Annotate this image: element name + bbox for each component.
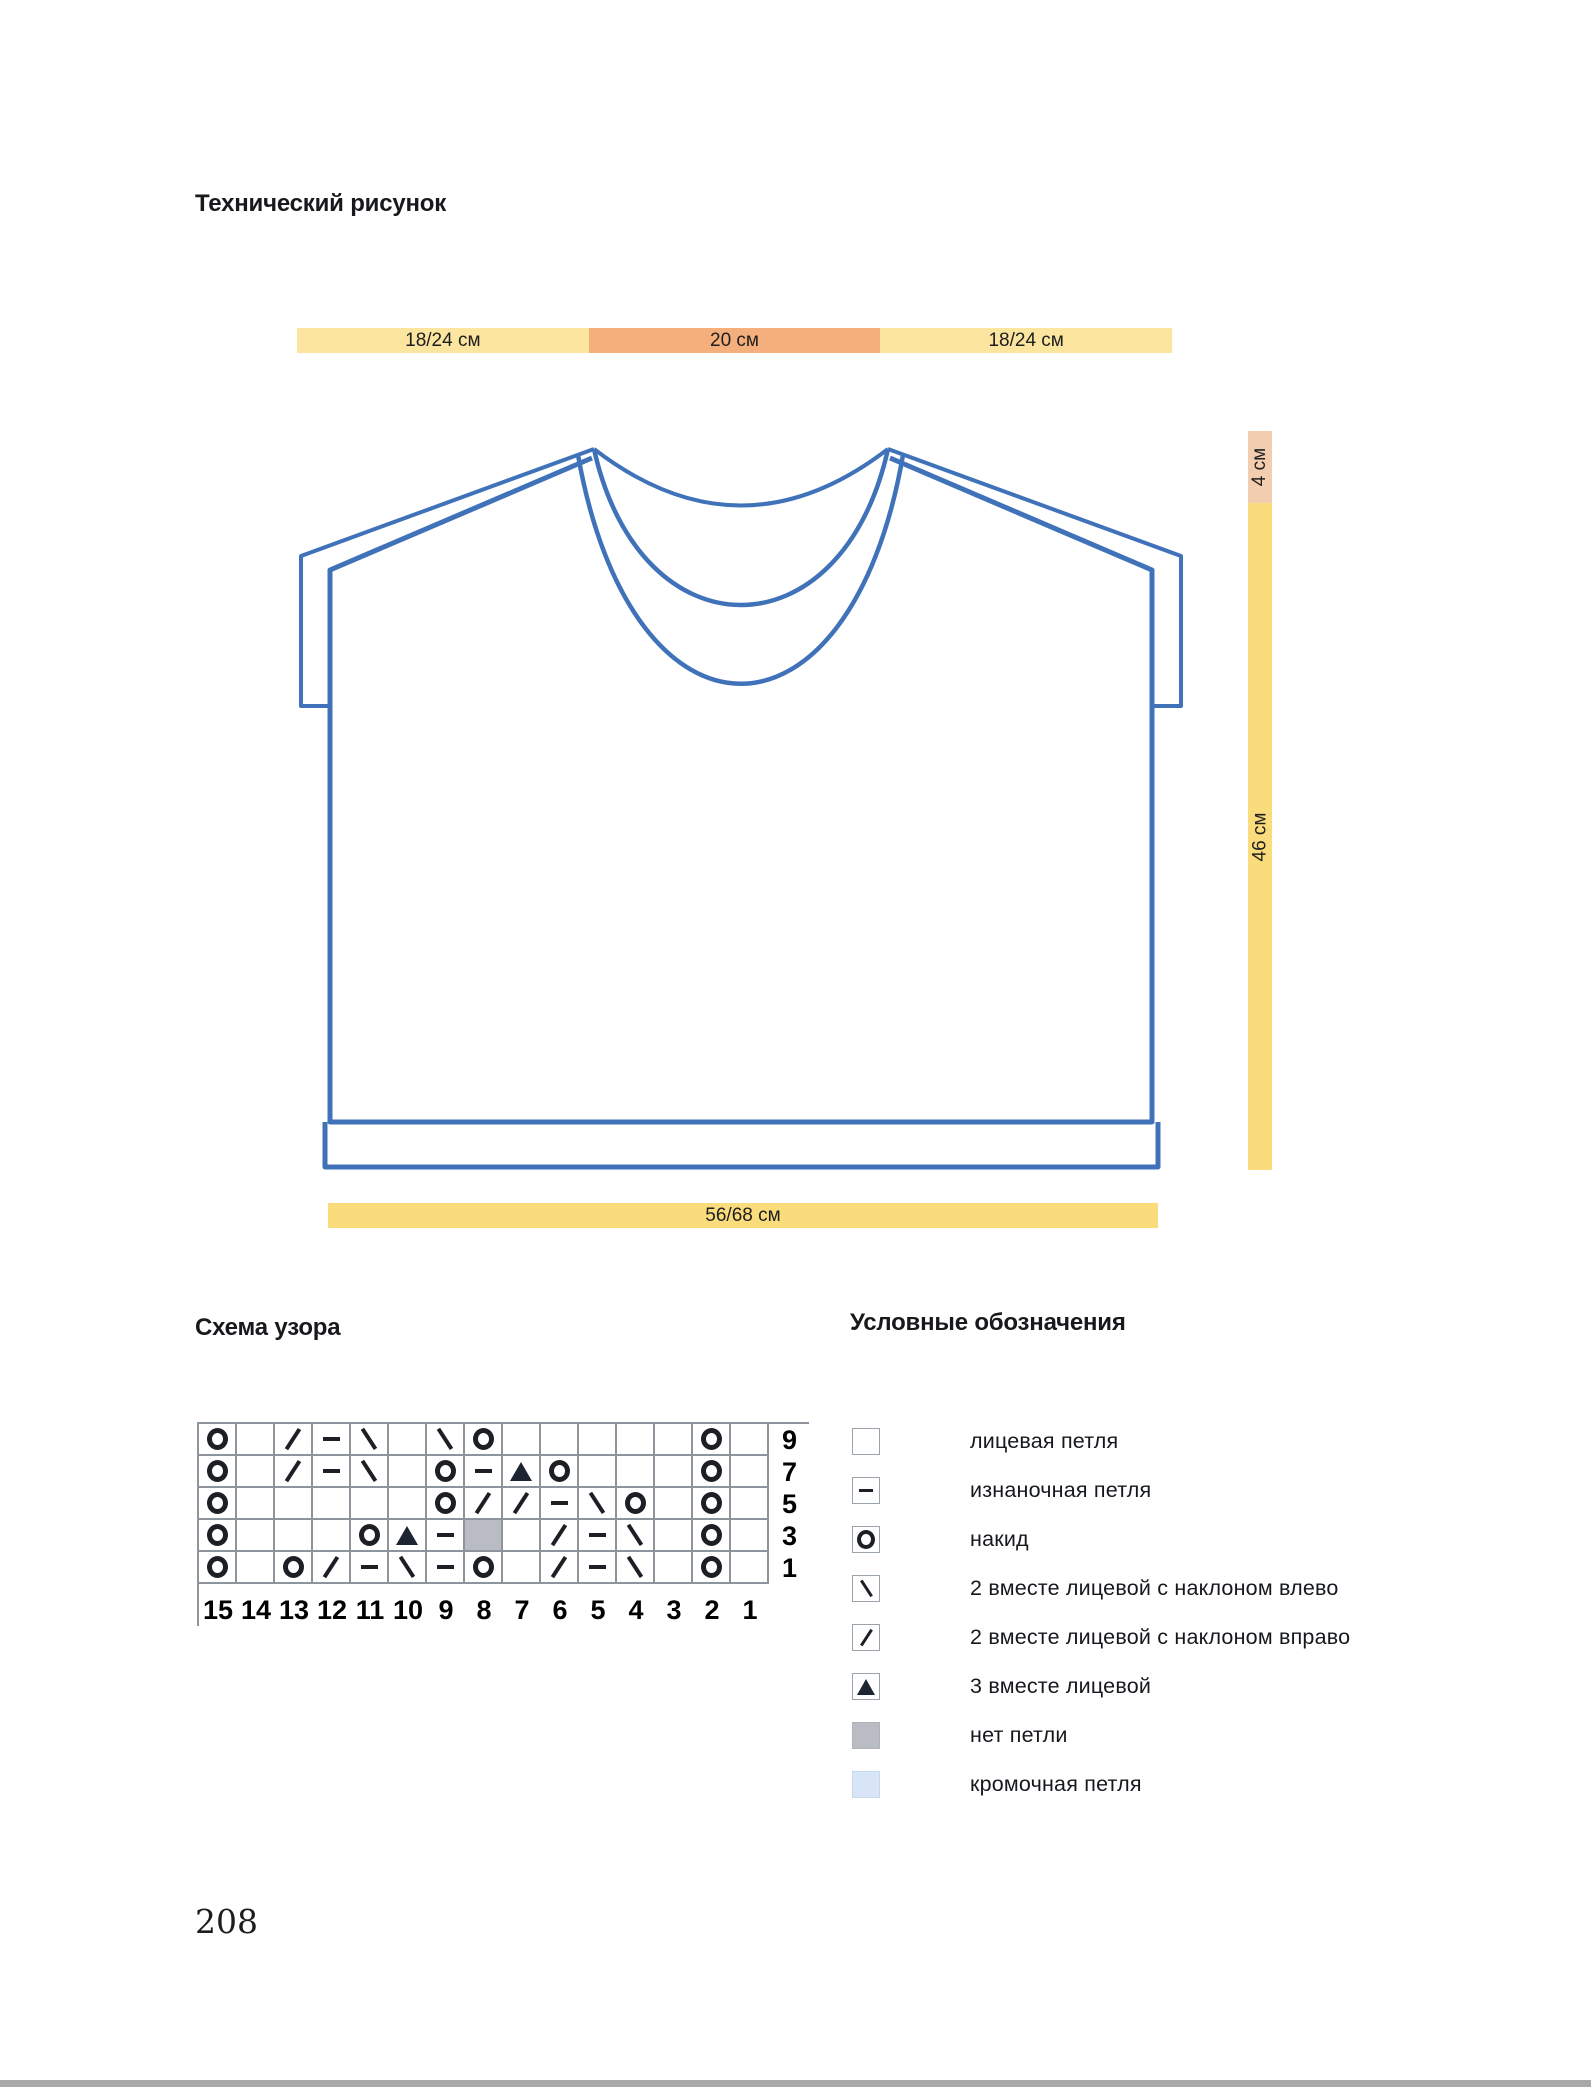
chart-cell-knit xyxy=(655,1552,693,1584)
chart-cell-knit xyxy=(541,1424,579,1456)
chart-cell-knit xyxy=(275,1488,313,1520)
legend-item-purl xyxy=(852,1477,1350,1504)
yarn-over-icon xyxy=(207,1556,228,1578)
chart-cell-nostitch xyxy=(465,1520,503,1552)
purl-dash-icon xyxy=(323,1437,340,1441)
left-decrease-icon xyxy=(627,1556,643,1578)
chart-cell-knit xyxy=(655,1520,693,1552)
chart-cell-knit xyxy=(503,1424,541,1456)
legend-item-ssk xyxy=(852,1575,1350,1602)
chart-cell-knit xyxy=(237,1552,275,1584)
chart-column-number: 15 xyxy=(202,1595,234,1625)
chart-cell-knit xyxy=(313,1488,351,1520)
chart-cell-k2tog xyxy=(465,1488,503,1520)
legend-item-k3tog xyxy=(852,1673,1350,1700)
chart-cell-k3tog xyxy=(389,1520,427,1552)
chart-column-number: 5 xyxy=(590,1595,606,1625)
measurement-label: 46 см xyxy=(1249,812,1271,861)
measurement-label: 4 см xyxy=(1249,447,1271,487)
chart-cell-dash xyxy=(427,1552,465,1584)
chart-column-number: 10 xyxy=(392,1595,424,1625)
neckband-inner-arc xyxy=(594,449,888,605)
triple-decrease-icon xyxy=(510,1462,532,1481)
chart-column-number: 8 xyxy=(476,1595,492,1625)
chart-row-number: 3 xyxy=(782,1520,798,1551)
chart-cell-dash xyxy=(313,1424,351,1456)
yarn-over-icon xyxy=(701,1460,722,1482)
chart-cell-knit xyxy=(503,1520,541,1552)
measurement-label: 18/24 см xyxy=(988,329,1064,351)
measurement-segment xyxy=(328,1203,1158,1228)
purl-symbol-square xyxy=(852,1477,880,1504)
chart-cell-ssk xyxy=(427,1424,465,1456)
chart-cell-ssk xyxy=(351,1424,389,1456)
yarn-over-icon xyxy=(207,1492,228,1514)
chart-cell-knit xyxy=(731,1488,769,1520)
chart-cell-knit xyxy=(731,1552,769,1584)
yarn-over-icon xyxy=(207,1460,228,1482)
chart-cell-knit xyxy=(237,1424,275,1456)
chart-cell-k2tog xyxy=(313,1552,351,1584)
stitch-chart-grid xyxy=(197,1422,809,1626)
right-decrease-icon xyxy=(551,1556,567,1578)
nostitch-symbol-square xyxy=(852,1722,880,1749)
edge-symbol-square xyxy=(852,1771,880,1798)
right-decrease-icon xyxy=(860,1629,872,1646)
chart-cell-k3tog xyxy=(503,1456,541,1488)
measurement-segment xyxy=(589,328,881,353)
chart-row-number: 1 xyxy=(782,1552,798,1583)
chart-cell-knit xyxy=(389,1424,427,1456)
hem-band-outline xyxy=(325,1122,1158,1167)
yarn-over-icon xyxy=(701,1492,722,1514)
right-decrease-icon xyxy=(475,1492,491,1514)
chart-cell-knit xyxy=(389,1488,427,1520)
chart-cell-yo xyxy=(275,1552,313,1584)
legend-label: лицевая петля xyxy=(970,1429,1119,1453)
page-title: Технический рисунок xyxy=(195,190,447,217)
chart-cell-knit xyxy=(503,1552,541,1584)
chart-cell-dash xyxy=(579,1520,617,1552)
measurement-segment xyxy=(297,328,589,353)
measurement-segment xyxy=(880,328,1172,353)
legend-item-edge xyxy=(852,1771,1350,1798)
right-decrease-icon xyxy=(551,1524,567,1546)
chart-cell-yo xyxy=(693,1488,731,1520)
chart-column-number: 2 xyxy=(704,1595,720,1625)
chart-cell-yo xyxy=(465,1552,503,1584)
page-bottom-scan-edge xyxy=(0,2080,1591,2087)
chart-cell-knit xyxy=(351,1488,389,1520)
chart-cell-knit xyxy=(275,1520,313,1552)
yarn-over-icon xyxy=(701,1524,722,1546)
chart-cell-knit xyxy=(617,1424,655,1456)
purl-dash-icon xyxy=(475,1469,492,1473)
purl-dash-icon xyxy=(437,1533,454,1537)
chart-column-number: 6 xyxy=(552,1595,568,1625)
yarn-over-icon xyxy=(625,1492,646,1514)
purl-dash-icon xyxy=(589,1533,606,1537)
yarn-over-icon xyxy=(207,1428,228,1450)
measurement-label: 56/68 см xyxy=(705,1204,781,1226)
chart-cell-yo xyxy=(427,1488,465,1520)
chart-cell-yo xyxy=(693,1552,731,1584)
chart-cell-dash xyxy=(351,1552,389,1584)
yarn-over-icon xyxy=(435,1460,456,1482)
chart-cell-yo xyxy=(541,1456,579,1488)
chart-row-number: 5 xyxy=(782,1488,798,1519)
left-decrease-icon xyxy=(361,1428,377,1450)
chart-cell-dash xyxy=(541,1488,579,1520)
legend-section-title: Условные обозначения xyxy=(850,1309,1126,1336)
chart-column-number: 3 xyxy=(666,1595,682,1625)
legend-label: 3 вместе лицевой xyxy=(970,1674,1152,1698)
yarn-over-icon xyxy=(857,1530,875,1549)
k2tog-symbol-square xyxy=(852,1624,880,1651)
garment-schematic xyxy=(280,420,1200,1180)
yarn-over-icon xyxy=(359,1524,380,1546)
chart-cell-dash xyxy=(579,1552,617,1584)
purl-dash-icon xyxy=(859,1489,873,1492)
legend-item-knit xyxy=(852,1428,1350,1455)
yarn-over-icon xyxy=(207,1524,228,1546)
chart-cell-knit xyxy=(731,1520,769,1552)
chart-row-number: 9 xyxy=(782,1424,798,1455)
legend-item-k2tog xyxy=(852,1624,1350,1651)
chart-cell-dash xyxy=(465,1456,503,1488)
chart-cell-k2tog xyxy=(275,1424,313,1456)
left-decrease-icon xyxy=(437,1428,453,1450)
yarn-over-icon xyxy=(473,1428,494,1450)
measurement-label: 20 см xyxy=(710,329,759,351)
chart-cell-k2tog xyxy=(275,1456,313,1488)
chart-cell-dash xyxy=(313,1456,351,1488)
left-sleeve-outline xyxy=(301,449,594,706)
chart-row-number: 7 xyxy=(782,1456,798,1487)
chart-cell-k2tog xyxy=(541,1552,579,1584)
yarn-over-icon xyxy=(283,1556,304,1578)
page-number: 208 xyxy=(195,1902,258,1941)
right-decrease-icon xyxy=(285,1460,301,1482)
purl-dash-icon xyxy=(589,1565,606,1569)
chart-cell-knit xyxy=(313,1520,351,1552)
legend-label: 2 вместе лицевой с наклоном влево xyxy=(970,1576,1339,1600)
top-measurement-bar xyxy=(297,328,1172,353)
yo-symbol-square xyxy=(852,1526,880,1553)
chart-cell-k2tog xyxy=(503,1488,541,1520)
chart-cell-yo xyxy=(693,1520,731,1552)
chart-cell-knit xyxy=(655,1488,693,1520)
yarn-over-icon xyxy=(701,1428,722,1450)
yarn-over-icon xyxy=(435,1492,456,1514)
chart-column-number: 7 xyxy=(514,1595,530,1625)
chart-cell-yo xyxy=(199,1488,237,1520)
chart-cell-dash xyxy=(427,1520,465,1552)
chart-cell-ssk xyxy=(617,1552,655,1584)
chart-cell-knit xyxy=(237,1456,275,1488)
chart-cell-ssk xyxy=(389,1552,427,1584)
chart-cell-knit xyxy=(237,1488,275,1520)
chart-cell-k2tog xyxy=(541,1520,579,1552)
purl-dash-icon xyxy=(437,1565,454,1569)
knit-symbol-square xyxy=(852,1428,880,1455)
chart-column-number: 9 xyxy=(438,1595,454,1625)
yarn-over-icon xyxy=(473,1556,494,1578)
measurement-segment xyxy=(1248,431,1272,503)
legend-label: 2 вместе лицевой с наклоном вправо xyxy=(970,1625,1351,1649)
chart-section-title: Схема узора xyxy=(195,1314,341,1341)
measurement-segment xyxy=(1248,503,1272,1170)
legend-item-yo xyxy=(852,1526,1350,1553)
bottom-measurement-bar xyxy=(328,1203,1158,1228)
legend-label: нет петли xyxy=(970,1723,1068,1747)
chart-cell-yo xyxy=(465,1424,503,1456)
triple-decrease-icon xyxy=(857,1679,875,1695)
right-sleeve-outline xyxy=(888,449,1181,706)
legend-label: изнаночная петля xyxy=(970,1478,1152,1502)
right-decrease-icon xyxy=(513,1492,529,1514)
ssk-symbol-square xyxy=(852,1575,880,1602)
chart-cell-knit xyxy=(617,1456,655,1488)
chart-cell-knit xyxy=(731,1424,769,1456)
chart-cell-yo xyxy=(351,1520,389,1552)
chart-cell-knit xyxy=(731,1456,769,1488)
chart-column-number: 13 xyxy=(278,1595,310,1625)
chart-cell-knit xyxy=(237,1520,275,1552)
legend-label: кромочная петля xyxy=(970,1772,1142,1796)
right-decrease-icon xyxy=(323,1556,339,1578)
chart-cell-yo xyxy=(617,1488,655,1520)
right-decrease-icon xyxy=(285,1428,301,1450)
purl-dash-icon xyxy=(361,1565,378,1569)
back-neckline xyxy=(594,449,888,506)
legend-label: накид xyxy=(970,1527,1029,1551)
chart-cell-yo xyxy=(199,1552,237,1584)
chart-column-number: 12 xyxy=(316,1595,348,1625)
chart-cell-yo xyxy=(199,1520,237,1552)
chart-column-number: 4 xyxy=(628,1595,644,1625)
chart-column-number: 14 xyxy=(240,1595,272,1625)
left-decrease-icon xyxy=(589,1492,605,1514)
chart-column-number: 1 xyxy=(742,1595,758,1625)
purl-dash-icon xyxy=(551,1501,568,1505)
right-measurement-bar xyxy=(1248,431,1272,1170)
legend-item-nostitch xyxy=(852,1722,1350,1749)
body-outline xyxy=(330,458,1152,1122)
chart-cell-knit xyxy=(655,1456,693,1488)
chart-cell-knit xyxy=(655,1424,693,1456)
yarn-over-icon xyxy=(701,1556,722,1578)
chart-cell-knit xyxy=(389,1456,427,1488)
chart-cell-yo xyxy=(199,1424,237,1456)
chart-cell-knit xyxy=(579,1456,617,1488)
chart-column-number: 11 xyxy=(355,1595,385,1625)
left-decrease-icon xyxy=(361,1460,377,1482)
left-decrease-icon xyxy=(399,1556,415,1578)
chart-cell-yo xyxy=(199,1456,237,1488)
measurement-label: 18/24 см xyxy=(405,329,481,351)
yarn-over-icon xyxy=(549,1460,570,1482)
left-decrease-icon xyxy=(627,1524,643,1546)
chart-cell-ssk xyxy=(617,1520,655,1552)
chart-cell-ssk xyxy=(579,1488,617,1520)
legend-list xyxy=(852,1428,1350,1820)
triple-decrease-icon xyxy=(396,1526,418,1545)
chart-cell-yo xyxy=(693,1424,731,1456)
purl-dash-icon xyxy=(323,1469,340,1473)
chart-cell-yo xyxy=(427,1456,465,1488)
chart-cell-ssk xyxy=(351,1456,389,1488)
left-decrease-icon xyxy=(860,1580,872,1597)
k3tog-symbol-square xyxy=(852,1673,880,1700)
chart-cell-yo xyxy=(693,1456,731,1488)
neckband-outer-arc xyxy=(578,455,903,684)
chart-cell-knit xyxy=(579,1424,617,1456)
